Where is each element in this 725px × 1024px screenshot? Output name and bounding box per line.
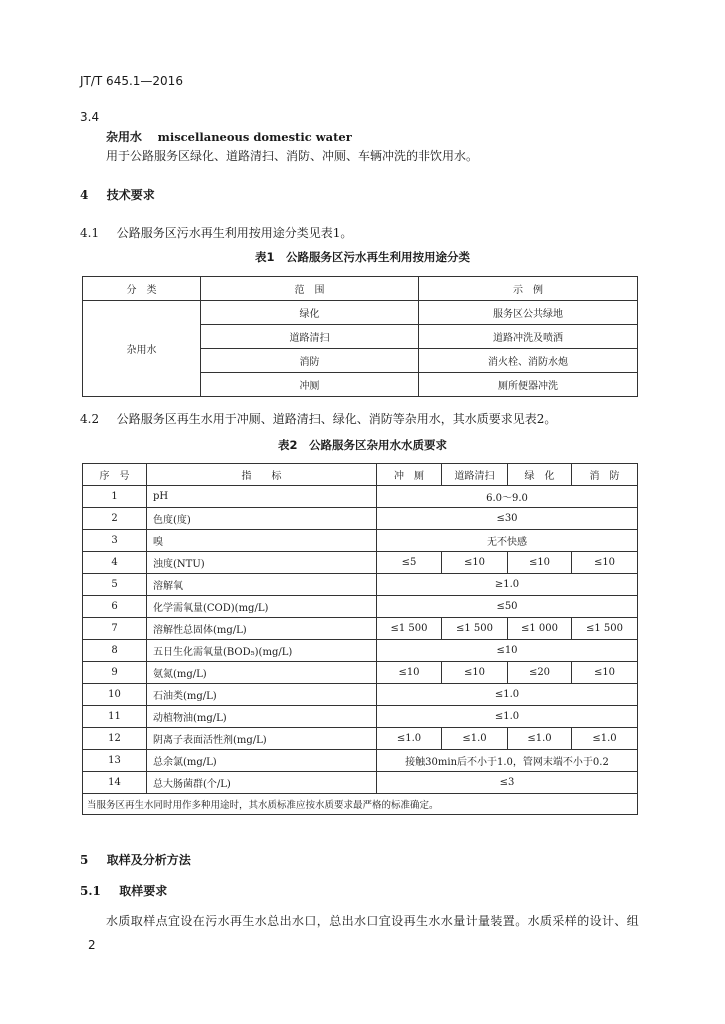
table2-row-value: ≤10 — [442, 552, 508, 574]
table-row — [83, 530, 638, 552]
table2-header-fire: 消 防 — [572, 464, 638, 486]
section-4-title: 技术要求 — [106, 188, 155, 202]
section-5-1-title: 取样要求 — [119, 884, 168, 898]
table2-row-number: 12 — [83, 728, 147, 750]
table2-row-value: ≤10 — [377, 662, 442, 684]
term-definition: 用于公路服务区绿化、道路清扫、消防、冲厕、车辆冲洗的非饮用水。 — [106, 149, 479, 163]
table2-caption: 表2 公路服务区杂用水水质要求 — [278, 438, 447, 452]
term-en: miscellaneous domestic water — [157, 130, 352, 144]
table-row — [83, 618, 638, 640]
section-4-1-text: 公路服务区污水再生利用按用途分类见表1。 — [116, 226, 353, 240]
section-5-1-text: 水质取样点宜设在污水再生水总出水口，总出水口宜设再生水水量计量装置。水质采样的设计、组 — [106, 914, 640, 928]
table2-row-value: ≤10 — [442, 662, 508, 684]
section-3-4-number: 3.4 — [80, 110, 100, 124]
table-row — [83, 640, 638, 662]
table2-row-item: pH — [147, 486, 377, 508]
table2-row-value: ≤5 — [377, 552, 442, 574]
table2-row-item: 五日生化需氧量(BOD₅)(mg/L) — [147, 640, 377, 662]
table2-row-item: 溶解氧 — [147, 574, 377, 596]
table-row — [83, 662, 638, 684]
table2-row-value: ≤10 — [572, 662, 638, 684]
table2-row-value-all: ≥1.0 — [377, 574, 638, 596]
table1-example: 厕所便器冲洗 — [419, 373, 638, 397]
table2-row-number: 3 — [83, 530, 147, 552]
table2-row-value: ≤20 — [508, 662, 572, 684]
table1 — [82, 276, 638, 397]
table2-row-item: 溶解性总固体(mg/L) — [147, 618, 377, 640]
table2-row-value: ≤10 — [508, 552, 572, 574]
table1-scope: 冲厕 — [201, 373, 419, 397]
table2-row-value-all: ≤1.0 — [377, 684, 638, 706]
table2-row-number: 14 — [83, 772, 147, 794]
table2-row-value: ≤1 500 — [572, 618, 638, 640]
table2-row-value-all: ≤30 — [377, 508, 638, 530]
table-row — [83, 508, 638, 530]
table2-note-row — [83, 794, 638, 815]
section-4-number: 4 — [80, 188, 89, 202]
table-row — [83, 301, 638, 325]
table2-row-item: 动植物油(mg/L) — [147, 706, 377, 728]
section-5-1-heading — [80, 882, 167, 899]
table2-row-number: 5 — [83, 574, 147, 596]
table-row — [83, 750, 638, 772]
table2-row-number: 13 — [83, 750, 147, 772]
term-cn: 杂用水 — [106, 130, 143, 144]
table2-row-value: ≤1.0 — [377, 728, 442, 750]
table1-category: 杂用水 — [83, 301, 201, 397]
table2-row-value-all: 接触30min后不小于1.0，管网末端不小于0.2 — [377, 750, 638, 772]
table-row — [83, 486, 638, 508]
table2-header-no: 序 号 — [83, 464, 147, 486]
table2-row-number: 7 — [83, 618, 147, 640]
table2-row-value-all: ≤10 — [377, 640, 638, 662]
table2-row-number: 9 — [83, 662, 147, 684]
table2-row-item: 化学需氧量(COD)(mg/L) — [147, 596, 377, 618]
table2-row-value: ≤1 500 — [377, 618, 442, 640]
table1-header-example: 示 例 — [419, 277, 638, 301]
table1-scope: 绿化 — [201, 301, 419, 325]
section-3-4-term — [106, 128, 352, 145]
table2-header-road: 道路清扫 — [442, 464, 508, 486]
table2-header-row — [83, 464, 638, 486]
table2-row-value-all: ≤1.0 — [377, 706, 638, 728]
table2-row-value: ≤1 000 — [508, 618, 572, 640]
section-5-number: 5 — [80, 853, 89, 867]
table2-row-item: 浊度(NTU) — [147, 552, 377, 574]
section-5-1-number: 5.1 — [80, 884, 101, 898]
table2-row-value-all: 6.0～9.0 — [377, 486, 638, 508]
table1-example: 服务区公共绿地 — [419, 301, 638, 325]
table-row — [83, 596, 638, 618]
table1-scope: 道路清扫 — [201, 325, 419, 349]
section-4-2-number: 4.2 — [80, 412, 100, 426]
table-row — [83, 684, 638, 706]
table2-header-item: 指 标 — [147, 464, 377, 486]
table2-row-number: 8 — [83, 640, 147, 662]
table2 — [82, 463, 638, 815]
section-4-1-number: 4.1 — [80, 226, 100, 240]
section-4-heading — [80, 186, 155, 203]
table2-row-value: ≤1.0 — [442, 728, 508, 750]
table2-row-item: 石油类(mg/L) — [147, 684, 377, 706]
table2-row-value-all: 无不快感 — [377, 530, 638, 552]
section-4-2 — [80, 410, 556, 427]
section-5-title: 取样及分析方法 — [106, 853, 191, 867]
section-5-heading — [80, 851, 191, 868]
table1-header-category: 分 类 — [83, 277, 201, 301]
table-row — [83, 728, 638, 750]
table1-example: 消火栓、消防水炮 — [419, 349, 638, 373]
page-number: 2 — [88, 938, 96, 952]
table2-row-number: 11 — [83, 706, 147, 728]
section-4-1 — [80, 224, 352, 241]
table2-row-item: 总大肠菌群(个/L) — [147, 772, 377, 794]
section-4-2-text: 公路服务区再生水用于冲厕、道路清扫、绿化、消防等杂用水，其水质要求见表2。 — [116, 412, 557, 426]
table2-note: 当服务区再生水同时用作多种用途时，其水质标准应按水质要求最严格的标准确定。 — [83, 794, 638, 815]
table2-row-value: ≤1 500 — [442, 618, 508, 640]
table2-row-item: 氨氮(mg/L) — [147, 662, 377, 684]
table2-row-item: 阴离子表面活性剂(mg/L) — [147, 728, 377, 750]
table1-header-scope: 范 围 — [201, 277, 419, 301]
table1-header-row — [83, 277, 638, 301]
table2-row-value: ≤1.0 — [572, 728, 638, 750]
table2-header-green: 绿 化 — [508, 464, 572, 486]
table1-example: 道路冲洗及喷洒 — [419, 325, 638, 349]
table-row — [83, 772, 638, 794]
table-row — [83, 552, 638, 574]
table2-row-value: ≤10 — [572, 552, 638, 574]
table2-header-toilet: 冲 厕 — [377, 464, 442, 486]
table-row — [83, 574, 638, 596]
table2-row-number: 4 — [83, 552, 147, 574]
table2-row-item: 总余氯(mg/L) — [147, 750, 377, 772]
table2-row-item: 嗅 — [147, 530, 377, 552]
table2-row-number: 2 — [83, 508, 147, 530]
table2-row-number: 6 — [83, 596, 147, 618]
table2-row-value: ≤1.0 — [508, 728, 572, 750]
table2-row-number: 1 — [83, 486, 147, 508]
table1-caption: 表1 公路服务区污水再生利用按用途分类 — [255, 250, 470, 264]
table2-row-item: 色度(度) — [147, 508, 377, 530]
table2-row-value-all: ≤50 — [377, 596, 638, 618]
table1-scope: 消防 — [201, 349, 419, 373]
table-row — [83, 706, 638, 728]
standard-code: JT/T 645.1—2016 — [80, 74, 183, 88]
table2-row-value-all: ≤3 — [377, 772, 638, 794]
table2-row-number: 10 — [83, 684, 147, 706]
